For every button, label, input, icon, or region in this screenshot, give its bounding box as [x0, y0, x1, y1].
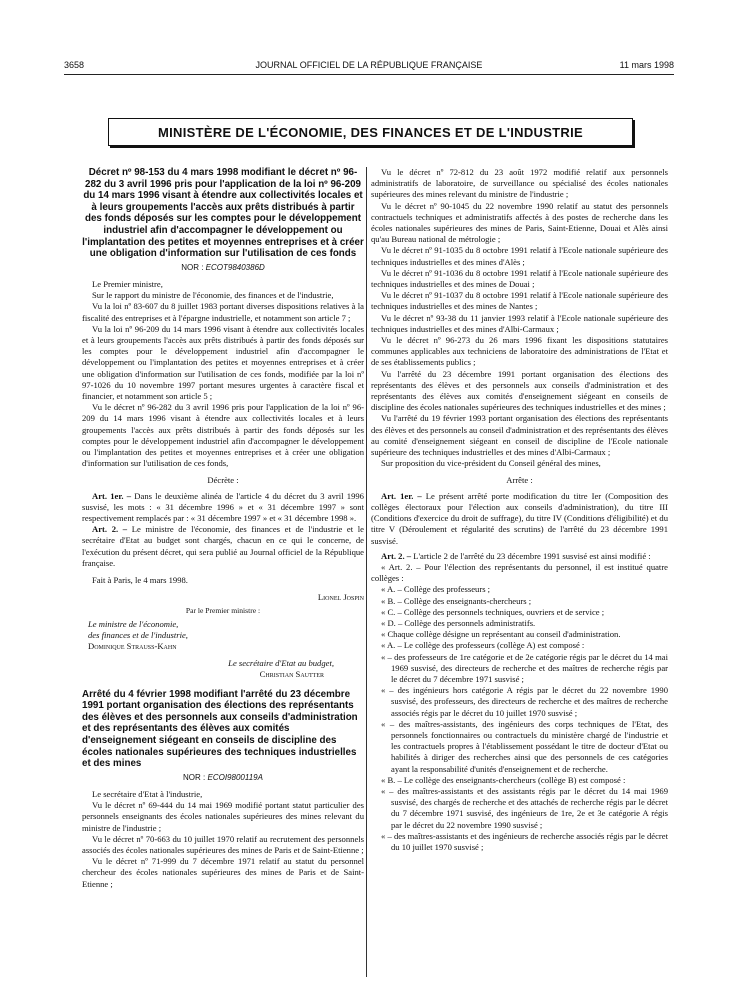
right-column	[371, 167, 668, 853]
paragraph: Vu le décret nº 96-282 du 3 avril 1996 pris pour l'application de la loi nº 96-209 du 14 mars 1996 visant à étendre aux collectivités locales et à leurs groupements l'accès aux prêts distribués à partir des fonds déposés sur les comptes pour le développement industriel afin d'accompagner le développement ou l'implantation des petites et moyennes entreprises et à créer une obligation d'information sur l'utilisation de ces fonds,	[82, 402, 364, 469]
paragraph: Vu le décret nº 69-444 du 14 mai 1969 modifié portant statut particulier des personnels enseignants des écoles nationales supérieures des mines relevant du ministre de l'industrie ;	[82, 800, 364, 833]
page-number: 3658	[64, 60, 85, 70]
paragraph: Vu la loi nº 83-607 du 8 juillet 1983 portant diverses dispositions relatives à la fiscalité des entreprises et à l'épargne industrielle, et notamment son article 7 ;	[82, 301, 364, 323]
paragraph: Sur le rapport du ministre de l'économie, des finances et de l'industrie,	[92, 290, 334, 301]
list-item: « – des maîtres-assistants, des ingénieurs des corps techniques de l'Etat, des personnels fonctionnaires ou contractuels du ministère chargé de l'industrie et les contractuels propres à l'établissement possédant le titre de docteur d'Etat ou habilités à diriger des recherches ainsi que des personnels de ces catégories ayant la responsabilité d'unités d'enseignement et de recherche.	[381, 718, 668, 774]
issue-date: 11 mars 1998	[619, 60, 674, 70]
paragraph: Vu le décret nº 93-38 du 11 janvier 1993 relatif à l'Ecole nationale supérieure des techniques industrielles et des mines d'Albi-Carmaux ;	[371, 312, 668, 334]
article-2: Art. 2. – Le ministre de l'économie, des finances et de l'industrie et le secrétaire d'Etat au budget sont chargés, chacun en ce qui le concerne, de l'exécution du présent décret, qui sera publié au Journal officiel de la République française.	[82, 524, 364, 568]
article-1: Art. 1er. – Dans le deuxième alinéa de l'article 4 du décret du 3 avril 1996 susvisé, les mots : « 31 décembre 1996 » et « 31 décembre 1997 » sont respectivement remplacés par : « 31 décembre 1997 » et « 31 décembre 1998 ».	[82, 490, 364, 524]
minister-title-2: des finances et de l'industrie,	[88, 629, 188, 640]
paragraph: « Chaque collège désigne un représentant au conseil d'administration.	[381, 629, 621, 640]
paragraph: Vu le décret nº 96-273 du 26 mars 1996 fixant les dispositions statutaires communes applicables aux techniciens de laboratoire des administrations de l'Etat et de ses établissements publics ;	[371, 335, 668, 368]
college-item: « C. – Collège des personnels techniques, ouvriers et de service ;	[381, 606, 605, 617]
arrete-title: Arrêté du 4 février 1998 modifiant l'arrêté du 23 décembre 1991 portant organisation des élections des représentants des élèves et des personnels aux conseils d'administration et des représentants des élèves aux comités d'enseignement siégeant en conseils de discipline des écoles nationales supérieures des techniques industrielles et des mines	[82, 688, 358, 770]
arrete-heading: Arrête :	[506, 475, 533, 486]
column-divider	[366, 167, 367, 977]
paragraph: Vu le décret nº 70-663 du 10 juillet 1970 relatif au recrutement des personnels associés des écoles nationales supérieures des mines de Paris et de Saint-Etienne ;	[82, 833, 364, 856]
paragraph: Vu le décret nº 91-1035 du 8 octobre 1991 relatif à l'Ecole nationale supérieure des techniques industrielles et des mines d'Alès ;	[371, 245, 668, 267]
college-item: « D. – Collège des personnels administratifs.	[381, 617, 536, 628]
paragraph: Le Premier ministre,	[92, 278, 163, 289]
article-2: Art. 2. – L'article 2 de l'arrêté du 23 décembre 1991 susvisé est ainsi modifié :	[381, 550, 651, 561]
secretary-title: Le secrétaire d'Etat au budget,	[228, 658, 334, 669]
list-item: « – des professeurs de 1re catégorie et de 2e catégorie régis par le décret du 14 mai 1969 susvisé, des directeurs de recherche et des maîtres de recherche régis par le décret du 7 décembre 1971 susvisé ;	[381, 651, 668, 684]
minister-name: Dominique Strauss-Kahn	[88, 641, 177, 652]
by-pm-label: Par le Premier ministre :	[185, 606, 261, 616]
list-item: « – des maîtres-assistants et des assistants régis par le décret du 14 mai 1969 susvisé, des chargés de recherche et des attachés de recherche régis par le décret du 7 décembre 1971 susvisé, des ingénieurs de 1re, 2e et 3e catégorie A régis par le décret du 22 novembre 1990 susvisé ;	[381, 785, 668, 830]
paragraph: Vu le décret nº 91-1037 du 8 octobre 1991 relatif à l'Ecole nationale supérieure des techniques industrielles et des mines de Nantes ;	[371, 290, 668, 312]
decrete-heading: Décrète :	[207, 475, 239, 486]
college-item: « A. – Collège des professeurs ;	[381, 584, 491, 595]
done-at: Fait à Paris, le 4 mars 1998.	[92, 575, 188, 586]
paragraph: Vu l'arrêté du 19 février 1993 portant organisation des élections des représentants des élèves et des personnels au conseil d'administration et des représentants des élèves au comité d'enseignement siégeant en conseil de discipline de l'Ecole nationale supérieure des techniques industrielles et des mines d'Albi-Carmaux ;	[371, 413, 668, 458]
minister-title: Le ministre de l'économie,	[88, 618, 179, 629]
paragraph: Sur proposition du vice-président du Conseil général des mines,	[381, 458, 601, 469]
decree-nor: NOR : ECOT9840386D	[181, 262, 265, 272]
nor-code: ECOI9800119A	[207, 772, 263, 782]
signature-pm: Lionel Jospin	[317, 592, 364, 603]
paragraph: Vu l'arrêté du 23 décembre 1991 portant organisation des élections des représentants des élèves et des personnels aux conseils d'administration et des représentants des élèves aux comités d'enseignement siégeant en conseils de discipline des écoles nationales supérieures des techniques industrielles et des mines ;	[371, 368, 668, 413]
list-item: « – des ingénieurs hors catégorie A régis par le décret du 22 novembre 1990 susvisé, des professeurs, des directeurs de recherche et des maîtres de recherche associés régis par le décret du 10 juillet 1970 susvisé ;	[381, 685, 668, 718]
paragraph: Vu le décret nº 91-1036 du 8 octobre 1991 relatif à l'Ecole nationale supérieure des techniques industrielles et des mines de Douai ;	[371, 267, 668, 290]
paragraph: Vu le décret nº 90-1045 du 22 novembre 1990 relatif au statut des personnels contractuels techniques et administratifs affectés à des postes de recherche dans les écoles nationales supérieures des mines de Paris, Saint-Etienne, Douai et Alès ainsi qu'au Bureau national de métrologie ;	[371, 200, 668, 245]
paragraph: Vu la loi nº 96-209 du 14 mars 1996 visant à étendre aux collectivités locales et à leurs groupements l'accès aux prêts distribués à partir des fonds déposés sur les comptes pour le développement industriel afin d'accompagner le développement ou l'implantation des petites et moyennes entreprises et à créer une obligation d'information sur l'utilisation de ces fonds, modifiée par la loi nº 97-1026 du 10 novembre 1997 portant mesures urgentes à caractère fiscal et financier, et notamment son article 5 ;	[82, 323, 364, 401]
paragraph: Vu le décret nº 71-999 du 7 décembre 1971 relatif au statut du personnel chercheur des écoles nationales supérieures des mines de Paris et de Saint-Etienne ;	[82, 856, 364, 889]
nor-code: ECOT9840386D	[205, 262, 265, 272]
ministry-heading: MINISTÈRE DE L'ÉCONOMIE, DES FINANCES ET DE L'INDUSTRIE	[108, 118, 633, 146]
college-item: « B. – Collège des enseignants-chercheurs ;	[381, 595, 532, 606]
list-item: « – des maîtres-assistants et des ingénieurs de recherche associés régis par le décret du 10 juillet 1970 susvisé ;	[381, 830, 668, 852]
left-column	[82, 167, 364, 890]
secretary-name: Christian Sautter	[259, 669, 324, 680]
header-rule	[64, 74, 674, 75]
article-1: Art. 1er. – Le présent arrêté porte modification du titre Ier (Composition des collèges électoraux pour l'élection aux conseils d'administration), du titre III (Conditions d'exercice du droit de suffrage), du titre IV (Conditions d'éligibilité) et du titre V (Déroulement et régularité des scrutins) de l'arrêté du 23 décembre 1991 susvisé.	[371, 490, 668, 546]
decree-title: Décret nº 98-153 du 4 mars 1998 modifiant le décret nº 96-282 du 3 avril 1996 pris pour l'application de la loi nº 96-209 du 14 mars 1996 visant à étendre aux collectivités locales et à leurs groupements l'accès aux prêts distribués à partir des fonds déposés sur les comptes pour le développement industriel afin d'accompagner le développement ou l'implantation des petites et moyennes entreprises et à créer une obligation d'information sur l'utilisation de ces fonds	[82, 167, 364, 260]
journal-title: JOURNAL OFFICIEL DE LA RÉPUBLIQUE FRANÇAISE	[255, 60, 483, 70]
paragraph: « B. – Le collège des enseignants-chercheurs (collège B) est composé :	[381, 774, 626, 785]
article-2-quote: « Art. 2. – Pour l'élection des représentants du personnel, il est institué quatre collèges :	[371, 561, 668, 584]
arrete-nor: NOR : ECOI9800119A	[183, 772, 263, 782]
paragraph: « A. – Le collège des professeurs (collège A) est composé :	[381, 640, 585, 651]
page-header	[64, 60, 674, 72]
paragraph: Vu le décret nº 72-812 du 23 août 1972 modifié relatif aux personnels administratifs de laboratoire, de surveillance ou spécialisé des écoles nationales supérieures des mines relevant du ministre de l'industrie ;	[371, 167, 668, 200]
paragraph: Le secrétaire d'Etat à l'industrie,	[92, 789, 203, 800]
